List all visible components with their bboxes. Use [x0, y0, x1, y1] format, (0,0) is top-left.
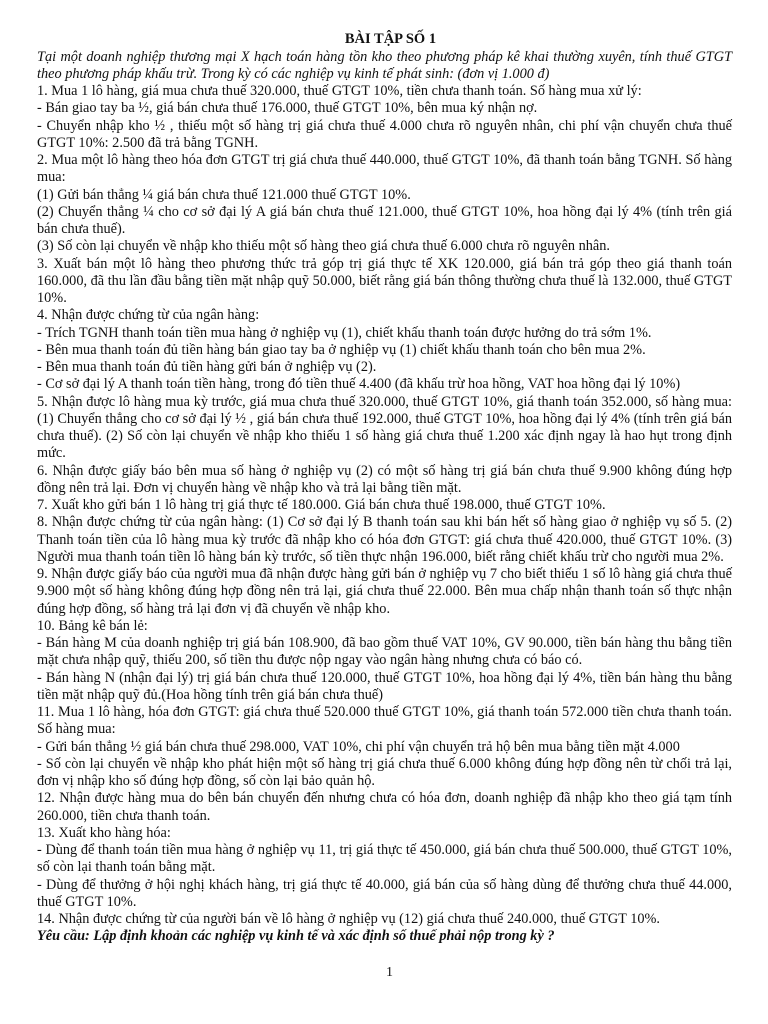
paragraph: 8. Nhận được chứng từ của ngân hàng: (1) Cơ sở đại lý B thanh toán sau khi bán hết số hàng giao ở nghiệp vụ số 5. (2) Thanh toán tiền của lô hàng mua kỳ trước đã nhập kho có hóa đơn GTGT: giá chưa thuế 420.000, thuế GTGT 10%. (3) Người mua thanh toán tiền lô hàng bán kỳ trước, số tiền thực nhận 196.000, biết rằng chiết khấu trừ cho người mua 2%.: [37, 514, 732, 565]
page-number: 1: [386, 965, 393, 980]
paragraph: - Số còn lại chuyển về nhập kho phát hiện một số hàng trị giá chưa thuế 6.000 không đúng hợp đồng nên từ chối trả lại, đơn vị nhập kho số đúng hợp đồng, số còn lại bảo quản hộ.: [37, 755, 732, 789]
paragraph: - Dùng để thanh toán tiền mua hàng ở nghiệp vụ 11, trị giá thực tế 450.000, giá bán chưa thuế 500.000, thuế GTGT 10%, số còn lại thanh toán bằng mặt.: [37, 842, 732, 876]
paragraph: - Chuyển nhập kho ½ , thiếu một số hàng trị giá chưa thuế 4.000 chưa rõ nguyên nhân, chi phí vận chuyển chưa thuế GTGT 10%: 2.500 đã trả bằng TGNH.: [37, 117, 732, 151]
paragraph: - Bán hàng M của doanh nghiệp trị giá bán 108.900, đã bao gồm thuế VAT 10%, GV 90.000, tiền bán hàng thu bằng tiền mặt chưa nhập quỹ, thiếu 200, số tiền thu được nộp ngay vào ngân hàng nhưng chưa có báo có.: [37, 635, 732, 669]
paragraph: 10. Bảng kê bán lẻ:: [37, 617, 148, 634]
paragraph: 3. Xuất bán một lô hàng theo phương thức trả góp trị giá thực tế XK 120.000, giá bán trả góp theo giá thanh toán 160.000, đã thu lần đầu bằng tiền mặt nhập quỹ 50.000, biết rằng giá bán thông thường chưa thuế là 132.000, thuế GTGT 10%.: [37, 255, 732, 306]
paragraph: 14. Nhận được chứng từ của người bán về lô hàng ở nghiệp vụ (12) giá chưa thuế 240.000, thuế GTGT 10%.: [37, 911, 660, 927]
paragraph: 2. Mua một lô hàng theo hóa đơn GTGT trị giá chưa thuế 440.000, thuế GTGT 10%, đã thanh toán bằng TGNH. Số hàng mua:: [37, 152, 732, 186]
document-title: BÀI TẬP SỐ 1: [344, 31, 437, 47]
paragraph: 1. Mua 1 lô hàng, giá mua chưa thuế 320.000, thuế GTGT 10%, tiền chưa thanh toán. Số hàng mua xử lý:: [37, 83, 642, 99]
paragraph: - Bán giao tay ba ½, giá bán chưa thuế 176.000, thuế GTGT 10%, bên mua ký nhận nợ.: [37, 100, 538, 117]
paragraph: 6. Nhận được giấy báo bên mua số hàng ở nghiệp vụ (2) có một số hàng trị giá bán chưa thuế 9.900 không đúng hợp đồng nên trả lại. Đơn vị chuyển hàng về nhập kho và trả lại bằng tiền mặt.: [37, 462, 732, 496]
paragraph: 11. Mua 1 lô hàng, hóa đơn GTGT: giá chưa thuế 520.000 thuế GTGT 10%, giá thanh toán 572.000 tiền chưa thanh toán. Số hàng mua:: [37, 704, 732, 738]
document-page: [37, 31, 732, 946]
paragraph: 5. Nhận được lô hàng mua kỳ trước, giá mua chưa thuế 320.000, thuế GTGT 10%, giá thanh toán 352.000, số hàng mua: (1) Chuyển thẳng cho cơ sở đại lý ½ , giá bán chưa thuế 192.000, thuế GTGT 10%, hoa hồng đại lý 4% (tính trên giá bán chưa thuế). (2) Số còn lại chuyển về nhập kho thiếu 1 số hàng giá chưa thuế 1.200 xác định ngay là hao hụt trong định mức.: [37, 393, 732, 462]
paragraph: - Bán hàng N (nhận đại lý) trị giá bán chưa thuế 120.000, thuế GTGT 10%, hoa hồng đại lý 4%, tiền bán hàng thu bằng tiền mặt nhập quỹ đủ.(Hoa hồng tính trên giá bán chưa thuế): [37, 669, 732, 703]
paragraph: - Trích TGNH thanh toán tiền mua hàng ở nghiệp vụ (1), chiết khấu thanh toán được hưởng do trả sớm 1%.: [37, 324, 652, 341]
paragraph: 4. Nhận được chứng từ của ngân hàng:: [37, 307, 260, 324]
paragraph: 9. Nhận được giấy báo của người mua đã nhận được hàng gửi bán ở nghiệp vụ 7 cho biết thiếu 1 số lô hàng giá chưa thuế 9.900 một số hàng không đúng hợp đồng nên trả lại, giá chưa thuế 22.000. Bên mua chấp nhận thanh toán số thực nhận đúng hợp đồng, số hàng trả lại đơn vị đã chuyển về nhập kho.: [37, 566, 732, 617]
paragraph: - Bên mua thanh toán đủ tiền hàng gửi bán ở nghiệp vụ (2).: [37, 359, 377, 375]
paragraph: (1) Gửi bán thẳng ¼ giá bán chưa thuế 121.000 thuế GTGT 10%.: [37, 186, 411, 203]
intro-paragraph: Tại một doanh nghiệp thương mại X hạch toán hàng tồn kho theo phương pháp kê khai thường xuyên, tính thuế GTGT theo phương pháp khấu trừ. Trong kỳ có các nghiệp vụ kinh tế phát sinh: (đơn vị 1.000 đ): [37, 48, 732, 82]
paragraph: - Gửi bán thẳng ½ giá bán chưa thuế 298.000, VAT 10%, chi phí vận chuyển trả hộ bên mua bằng tiền mặt 4.000: [37, 738, 680, 755]
paragraph: (3) Số còn lại chuyển về nhập kho thiếu một số hàng theo giá chưa thuế 6.000 chưa rõ nguyên nhân.: [37, 238, 610, 255]
paragraph: 12. Nhận được hàng mua do bên bán chuyển đến nhưng chưa có hóa đơn, doanh nghiệp đã nhập kho theo giá tạm tính 260.000, tiền chưa thanh toán.: [37, 790, 732, 824]
paragraph: (2) Chuyển thẳng ¼ cho cơ sở đại lý A giá bán chưa thuế 121.000, thuế GTGT 10%, hoa hồng đại lý 4% (tính trên giá bán chưa thuế).: [37, 203, 732, 237]
paragraph: - Dùng để thưởng ở hội nghị khách hàng, trị giá thực tế 40.000, giá bán của số hàng dùng để thưởng chưa thuế 44.000, thuế GTGT 10%.: [37, 876, 732, 910]
paragraph: 7. Xuất kho gửi bán 1 lô hàng trị giá thực tế 180.000. Giá bán chưa thuế 198.000, thuế GTGT 10%.: [37, 497, 606, 513]
paragraph: 13. Xuất kho hàng hóa:: [37, 824, 171, 841]
exercise-body: [37, 83, 732, 928]
paragraph: - Cơ sở đại lý A thanh toán tiền hàng, trong đó tiền thuế 4.400 (đã khấu trừ hoa hồng, VAT hoa hồng đại lý 10%): [37, 376, 681, 393]
paragraph: - Bên mua thanh toán đủ tiền hàng bán giao tay ba ở nghiệp vụ (1) chiết khấu thanh toán cho bên mua 2%.: [37, 341, 646, 358]
requirement-text: Yêu cầu: Lập định khoản các nghiệp vụ kinh tế và xác định số thuế phải nộp trong kỳ ?: [37, 928, 555, 945]
